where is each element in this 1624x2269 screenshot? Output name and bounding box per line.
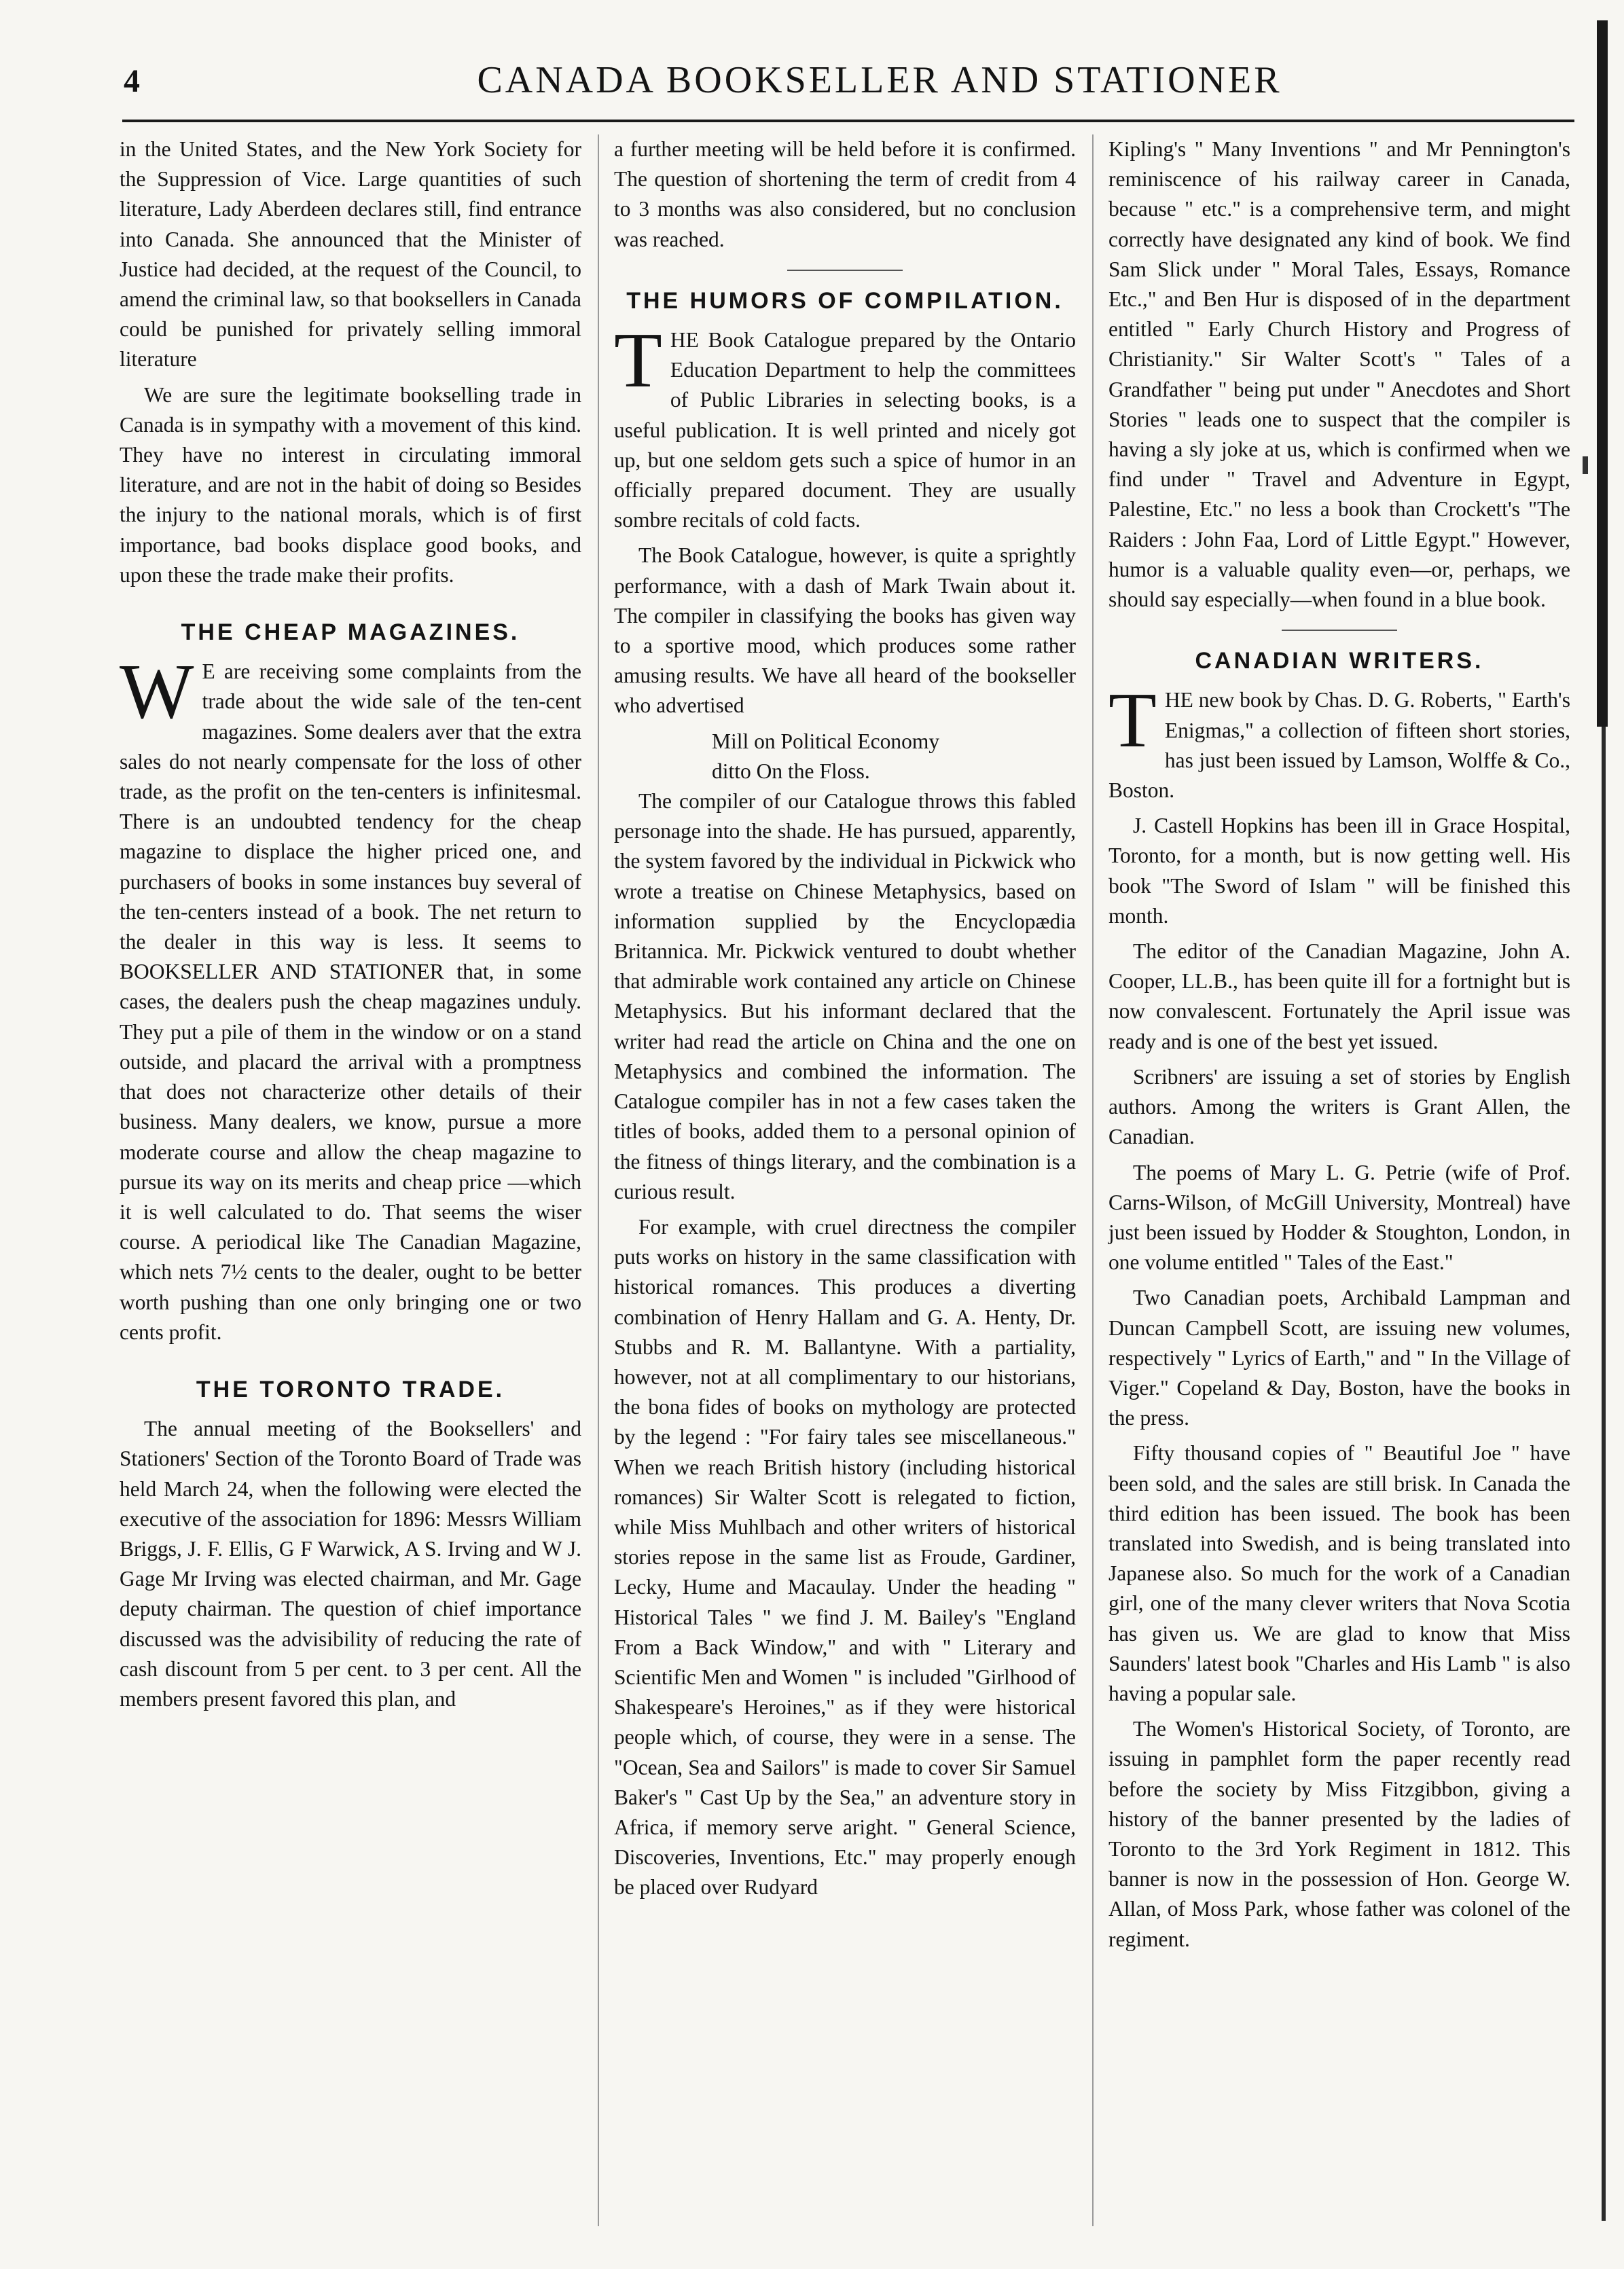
drop-cap: T — [1108, 677, 1157, 765]
scan-edge-mark — [1583, 456, 1588, 474]
paragraph-text: HE Book Catalogue prepared by the Ontario Education Department to help the committees of Public Libraries in selecting books, is a useful publication. It is well printed and nicely got up, but one seldom gets such a spice of humor in an officially prepared document. They are usually sombre recitals of cold facts. — [614, 328, 1076, 532]
article-paragraph — [120, 649, 581, 1347]
article-paragraph: For example, with cruel directness the compiler puts works on history in the same classification with historical romances. This produces a diverting combination of Henry Hallam and G. A. Henty, Dr. Stubbs and R. M. Ballantyne. With a partiality, however, not at all complimentary to our historians, the bona fides of books on mythology are protected by the legend : "For fairy tales see miscellaneous." When we reach British history (including historical romances) Sir Walter Scott is relegated to fiction, while Miss Muhlbach and other writers of historical stories repose in the same list as Froude, Gardiner, Lecky, Hume and Macaulay. Under the heading " Historical Tales " we find J. M. Bailey's "England From a Back Window," and with " Literary and Scientific Men and Women " is included "Girlhood of Shakespeare's Heroines," as if they were historical people which, of course, they were in a sense. The "Ocean, Sea and Sailors" is made to cover Sir Samuel Baker's " Cast Up by the Sea," an adventure story in Africa, if memory serve aright. " General Science, Discoveries, Inventions, Etc." may properly enough be placed over Rudyard — [614, 1214, 1076, 1900]
page-number: 4 — [124, 63, 140, 99]
article-paragraph: Two Canadian poets, Archibald Lampman and Duncan Campbell Scott, are issuing new volumes, respectively " Lyrics of Earth," and " In the Village of Viger." Copeland & Day, Boston, have the books in the press. — [1108, 1286, 1570, 1430]
section-heading-toronto-trade: THE TORONTO TRADE. — [196, 1376, 505, 1402]
article-paragraph: a further meeting will be held before it is confirmed. The question of shortening the term of credit from 4 to 3 months was also considered, but no conclusion was reached. — [614, 137, 1076, 251]
column-divider — [598, 134, 599, 2226]
article-paragraph: The compiler of our Catalogue throws this fabled personage into the shade. He has pursued, apparently, the system favored by the individual in Pickwick who wrote a treatise on Chinese Metaphysics, based on information supplied by the Encyclopædia Britannica. Mr. Pickwick ventured to doubt whether that admirable work contained any article on Chinese Metaphysics. But his informant declared that the writer had read the article on China and the one on Metaphysics and combined the information. The Catalogue compiler has in not a few cases taken the titles of books, added them to a personal opinion of the fitness of things literary, and the combination is a curious result. — [614, 789, 1076, 1203]
article-paragraph: Kipling's " Many Inventions " and Mr Pennington's reminiscence of his railway career in Canada, because " etc." is a comprehensive term, and might correctly have designated any kind of book. We find Sam Slick under " Moral Tales, Essays, Romance Etc.," and Ben Hur is disposed of in the department entitled " Early Church History and Progress of Christianity." Sir Walter Scott's " Tales of a Grandfather " being put under " Anecdotes and Short Stories " leads one to suspect that the compiler is having a sly joke at us, which is confirmed when we find under " Travel and Adventure in Egypt, Palestine, Etc." no less a book than Crockett's "The Raiders : John Faa, Lord of Little Egypt." However, humor is a valuable quality even—or, perhaps, we should say especially—when found in a blue book. — [1108, 137, 1570, 612]
scan-edge-bar-lower — [1602, 727, 1606, 2221]
section-separator — [1282, 630, 1397, 631]
section-separator — [787, 270, 903, 271]
column-2 — [614, 134, 1076, 1908]
paragraph-text: E are receiving some complaints from the trade about the wide sale of the ten-cent magazines. Some dealers aver that the extra sales do not nearly compensate for the loss of other trade, as the profit on the ten-centers is infinitesmal. There is an undoubted tendency for the cheap magazine to displace the higher priced one, and purchasers of books in some instances buy several of the ten-centers instead of a book. The net return to the dealer in this way is less. It seems to BOOKSELLER AND STATIONER that, in some cases, the dealers push the cheap magazines unduly. They put a pile of them in the window or on a stand outside, and placard the arrival with a promptness that does not characterize other details of their business. Many dealers, we know, pursue a more moderate course and allow the cheap magazine to pursue its way on its merits and cheap price —which it is well calculated to do. That seems the wiser course. A periodical like The Canadian Magazine, which nets 7½ cents to the dealer, ought to be better worth pushing than one only bringing one or two cents profit. — [120, 659, 581, 1344]
article-paragraph: We are sure the legitimate bookselling trade in Canada is in sympathy with a movement of this kind. They have no interest in circulating immoral literature, and are not in the habit of doing so Besides the injury to the national morals, which is of first importance, bad books displace good books, and upon these the trade make their profits. — [120, 382, 581, 587]
column-3 — [1108, 134, 1570, 1960]
header-rule — [122, 120, 1574, 122]
article-paragraph: The poems of Mary L. G. Petrie (wife of Prof. Carns-Wilson, of McGill University, Montreal) have just been issued by Hodder & Stoughton, London, in one volume entitled " Tales of the East." — [1108, 1160, 1570, 1275]
paragraph-text: HE new book by Chas. D. G. Roberts, " Earth's Enigmas," a collection of fifteen short stories, has just been issued by Lamson, Wolffe & Co., Boston. — [1108, 688, 1570, 803]
article-paragraph: Scribners' are issuing a set of stories by English authors. Among the writers is Grant Allen, the Canadian. — [1108, 1064, 1570, 1149]
article-paragraph: Fifty thousand copies of " Beautiful Joe " have been sold, and the sales are still brisk. In Canada the third edition has been issued. The book has been translated into Swedish, and is being translated into Japanese also. So much for the work of a Canadian girl, one of the many clever writers that Nova Scotia has given us. We are glad to know that Miss Saunders' latest book "Charles and His Lamb " is also having a popular sale. — [1108, 1441, 1570, 1705]
drop-cap: T — [614, 317, 662, 405]
article-paragraph: The Women's Historical Society, of Toronto, are issuing in pamphlet form the paper recently read before the society by Miss Fitzgibbon, giving a history of the banner presented by the ladies of Toronto to the 3rd York Regiment in 1812. This banner is now in the possession of Hon. George W. Allan, of Moss Park, whose father was colonel of the regiment. — [1108, 1717, 1570, 1951]
scan-edge-bar — [1597, 20, 1608, 727]
quote-line: Mill on Political Economy — [712, 729, 940, 753]
article-paragraph — [614, 317, 1076, 535]
quote-line: ditto On the Floss. — [712, 759, 870, 783]
article-paragraph: The editor of the Canadian Magazine, John A. Cooper, LL.B., has been quite ill for a fortnight but is now convalescent. Fortunately the April issue was ready and is one of the best yet issued. — [1108, 939, 1570, 1053]
masthead-title: CANADA BOOKSELLER AND STATIONER — [477, 59, 1282, 101]
article-paragraph: The Book Catalogue, however, is quite a sprightly performance, with a dash of Mark Twain about it. The compiler in classifying the books has given way to a sportive mood, which produces some rather amusing results. We have all heard of the bookseller who advertised — [614, 543, 1076, 718]
article-paragraph: in the United States, and the New York Society for the Suppression of Vice. Large quantities of such literature, Lady Aberdeen declares still, find entrance into Canada. She announced that the Minister of Justice had decided, at the request of the Council, to amend the criminal law, so that booksellers in Canada could be punished for privately selling immoral literature — [120, 137, 581, 371]
column-divider — [1092, 134, 1094, 2226]
article-paragraph — [1108, 677, 1570, 805]
article-paragraph: The annual meeting of the Booksellers' and Stationers' Section of the Toronto Board of Trade was held March 24, when the following were elected the executive of the association for 1896: Messrs William Briggs, J. F. Ellis, G F Warwick, A S. Irving and W J. Gage Mr Irving was elected chairman, and Mr. Gage deputy chairman. The question of chief importance discussed was the advisibility of reducing the rate of cash discount from 5 per cent. to 3 per cent. All the members present favored this plan, and — [120, 1417, 581, 1711]
article-paragraph: J. Castell Hopkins has been ill in Grace Hospital, Toronto, for a month, but is now getting well. His book "The Sword of Islam " will be finished this month. — [1108, 814, 1570, 928]
section-heading-cheap-magazines: THE CHEAP MAGAZINES. — [181, 619, 520, 646]
page-header — [109, 56, 1576, 117]
drop-cap: W — [120, 649, 194, 736]
section-heading-humors: THE HUMORS OF COMPILATION. — [626, 287, 1064, 314]
section-heading-canadian-writers: CANADIAN WRITERS. — [1195, 648, 1484, 674]
column-1 — [120, 134, 581, 1720]
